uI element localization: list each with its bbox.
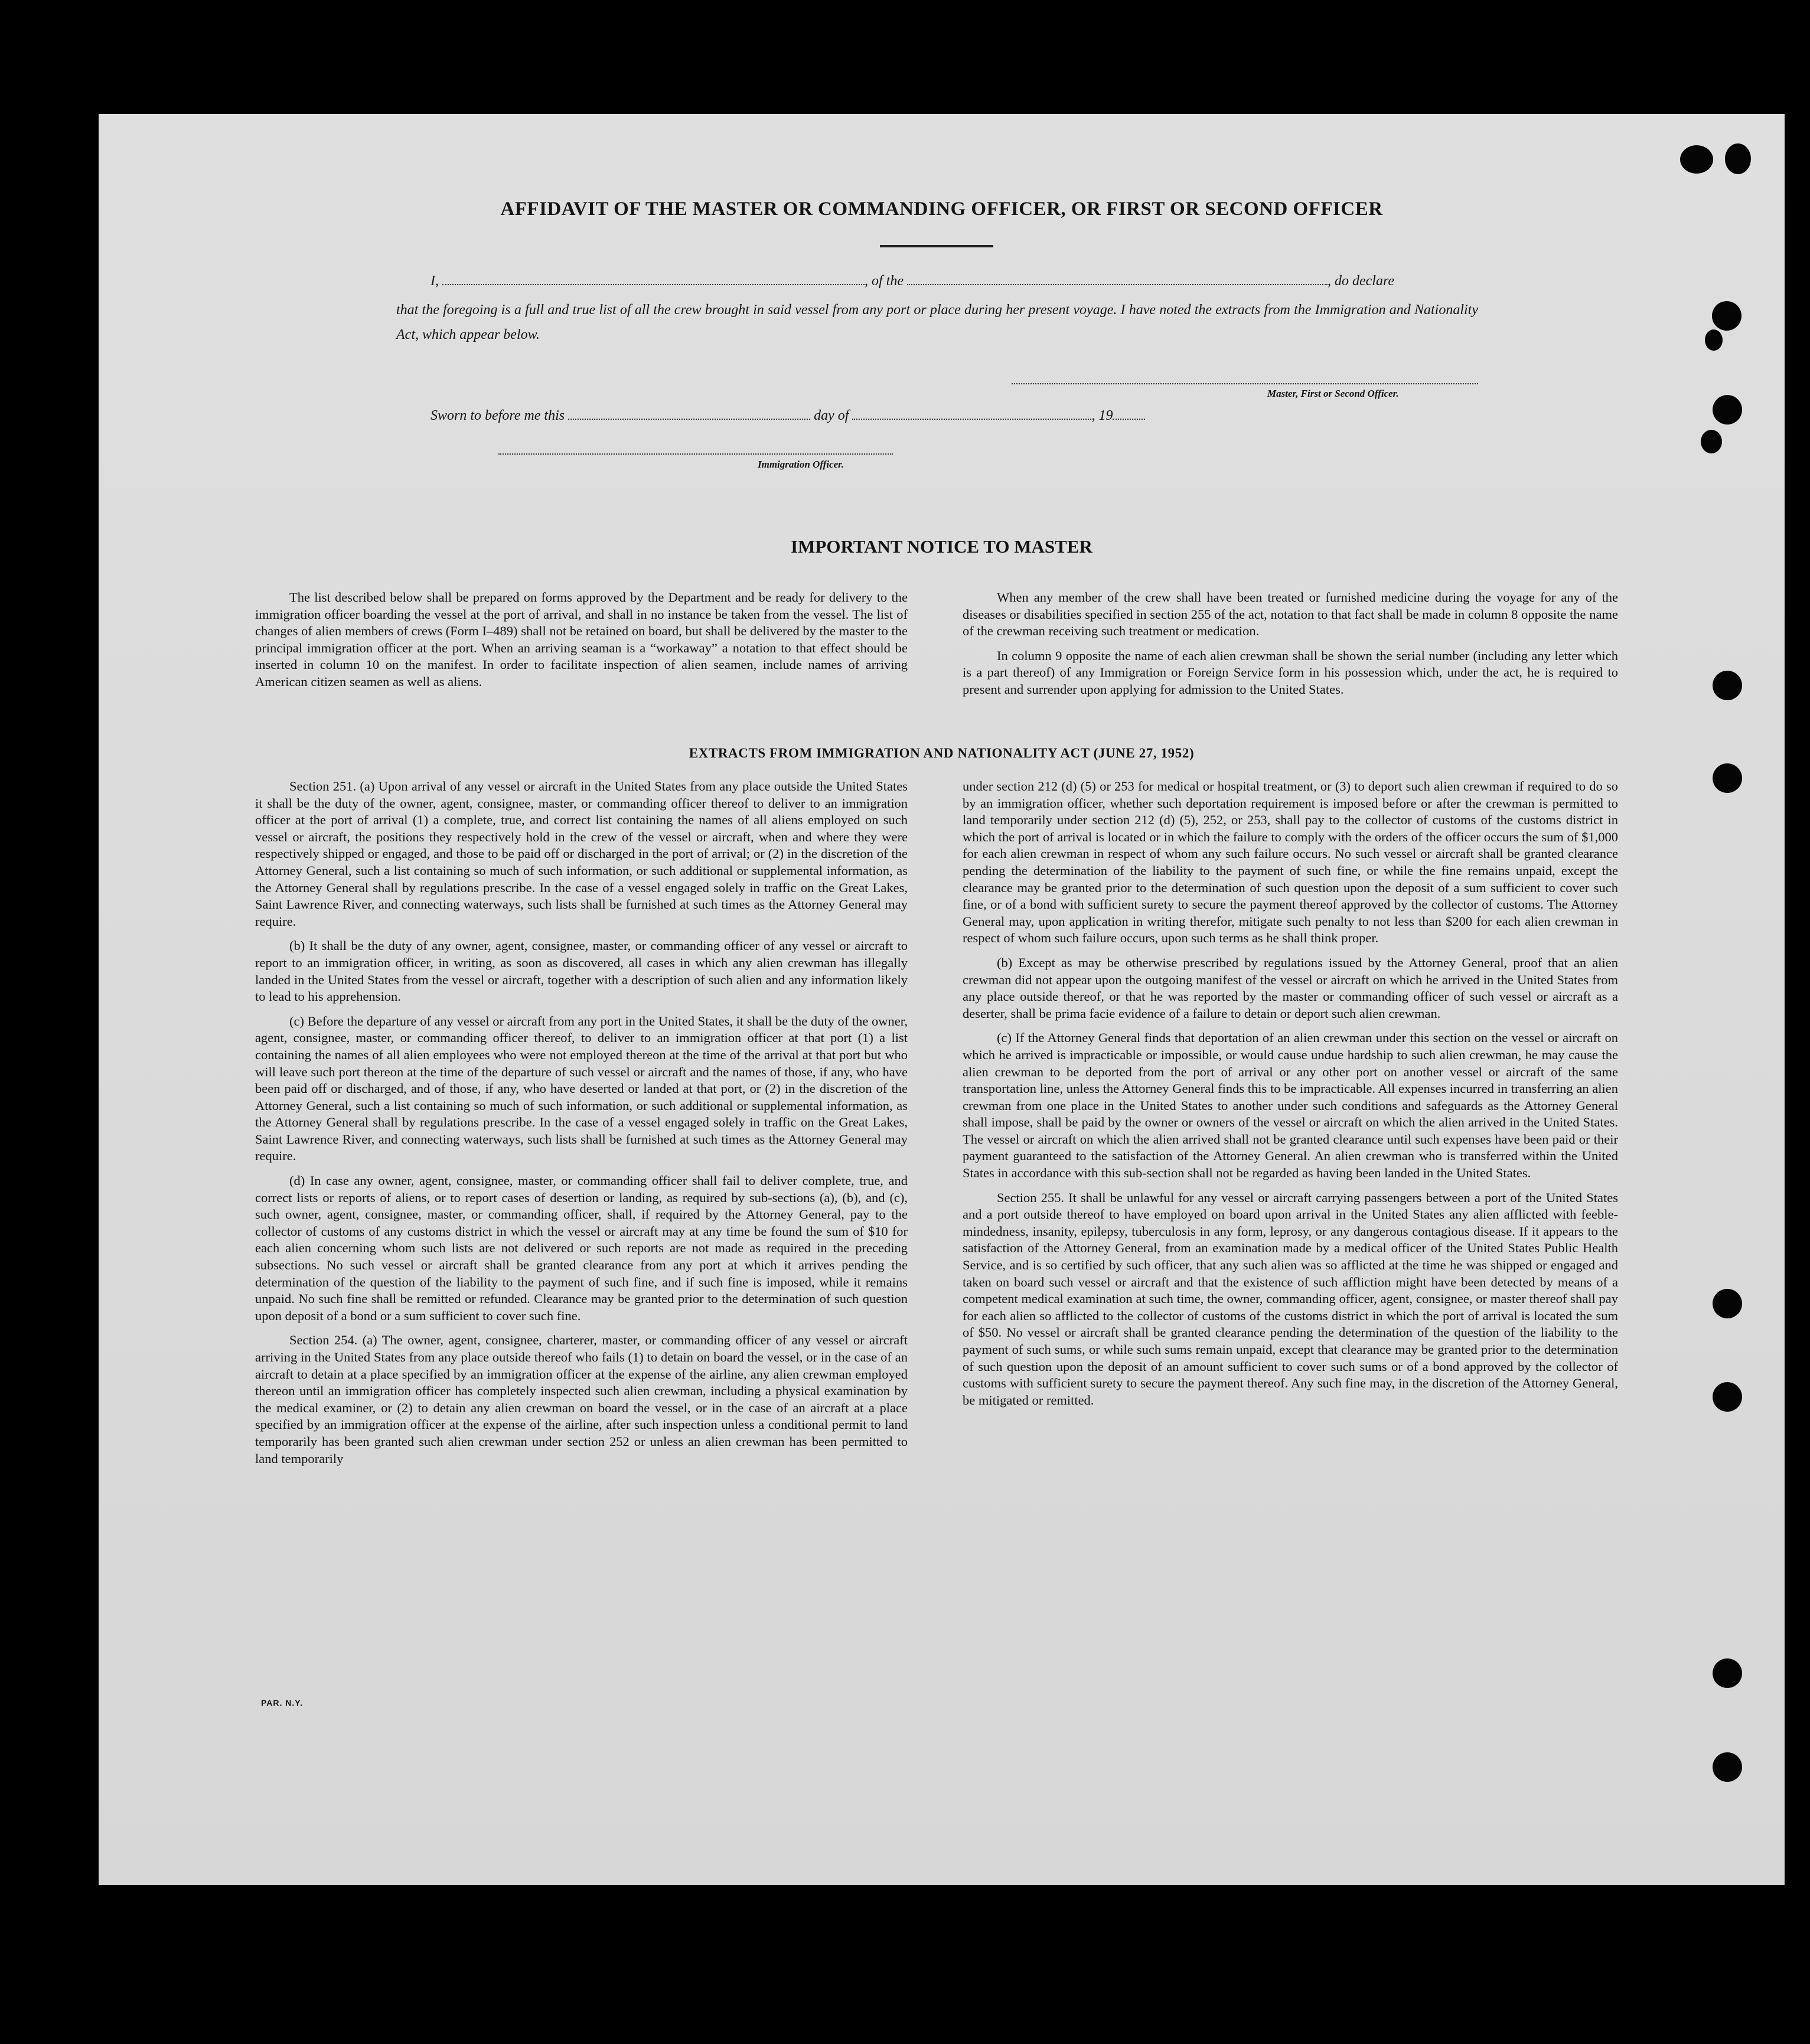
sworn-day-field[interactable] (568, 408, 810, 420)
extracts-right-column (963, 778, 1618, 1409)
title-underline (880, 245, 993, 247)
document-page (99, 114, 1785, 1885)
master-signature-field[interactable] (1012, 383, 1478, 384)
i-label: I, (431, 273, 439, 289)
sworn-label: Sworn to before me this (431, 408, 565, 423)
section-254-a-continued: under section 212 (d) (5) or 253 for medical or hospital treatment, or (3) to deport such alien crewman if required to do so by an immigration officer, whether such deportation requirement is imposed before or after the crewman is permitted to land temporarily under section 212 (d) (5), 252, or 253, shall pay to the collector of customs of the customs district in which the port of arrival is located or in which the failure to comply with the orders of the officer occurs the sum of $1,000 for each alien crewman in respect of whom any such failure occurs. No such vessel or aircraft shall be granted clearance pending the determination of the liability to the payment of such fine, or while the fine remains unpaid, except the clearance may be granted prior to the determination of such question upon the deposit of a sum sufficient to cover such fine, or of a bond with sufficient surety to secure the payment thereof approved by the collector of customs. The Attorney General may, upon application in writing therefor, mitigate such penalty to not less than $200 for each alien crewman in respect of whom such failure occurs, upon such terms as he shall think proper. (963, 779, 1618, 946)
section-251-b: (b) It shall be the duty of any owner, agent, consignee, master, or commanding officer of any vessel or aircraft to report to an immigration officer, in writing, as soon as discovered, all cases in which any alien crewman has illegally landed in the United States from the vessel or aircraft, together with a description of such alien and any information likely to lead to his apprehension. (255, 938, 908, 1004)
punch-hole (1705, 329, 1723, 351)
day-of-label: day of (814, 408, 849, 423)
punch-hole (1680, 145, 1713, 174)
section-251-d: (d) In case any owner, agent, consignee, master, or commanding officer shall fail to deliver complete, true, and correct lists or reports of aliens, or to report cases of desertion or landing, as required by sub-sections (a), (b), and (c), such owner, agent, consignee, master, or commanding officer, shall, if required by the Attorney General, pay to the collector of customs of any customs district in which the vessel or aircraft may at any time be found the sum of $10 for each alien concerning whom such lists are not delivered or such reports are not made as required in the preceding subsections. No such vessel or aircraft shall be granted clearance from any port at which it arrives pending the determination of the question of the liability to the payment of such fine, and if such fine is imposed, while it remains unpaid. No such fine shall be remitted or refunded. Clearance may be granted prior to the determination of such question upon deposit of a bond or a sum sufficient to cover such fine. (255, 1173, 908, 1323)
punch-hole (1713, 1382, 1742, 1412)
do-declare-label: , do declare (1328, 273, 1395, 289)
notice-right-column (963, 589, 1618, 698)
punch-hole (1713, 763, 1742, 793)
affidavit-title: AFFIDAVIT OF THE MASTER OR COMMANDING OFFICER, OR FIRST OR SECOND OFFICER (500, 198, 1383, 220)
master-signature-caption: Master, First or Second Officer. (1267, 388, 1399, 399)
notice-paragraph: When any member of the crew shall have been treated or furnished medicine during the voyage for any of the diseases or disabilities specified in section 255 of the act, notation to that fact shall be made in column 8 opposite the name of the crewman receiving such treatment or medication. (963, 590, 1618, 639)
notice-paragraph: In column 9 opposite the name of each alien crewman shall be shown the serial number (including any letter which is a part thereof) of any Immigration or Foreign Service form in his possession which, under the act, he is required to present and surrender upon applying for admission to the United States. (963, 648, 1618, 697)
officer-signature-field[interactable] (498, 453, 893, 455)
punch-hole (1713, 1658, 1742, 1688)
section-251-c: (c) Before the departure of any vessel or aircraft from any port in the United States, it shall be the duty of the owner, agent, consignee, master, or commanding officer thereof, to deliver to an immigration officer at that port (1) a list containing the names of all alien employees who were not employed thereon at the time of the arrival at that port but who will leave such port thereon at the time of the departure of such vessel or aircraft and the names of those, if any, who have been paid off or discharged, and of those, if any, who have deserted or landed at that port, or (2) in the discretion of the Attorney General, such a list containing so much of such information, or such additional or supplemental information, as the Attorney General shall by regulations prescribe. In the case of a vessel engaged solely in traffic on the Great Lakes, Saint Lawrence River, and connecting waterways, such lists shall be furnished at such times as the Attorney General may require. (255, 1013, 908, 1164)
sworn-year-field[interactable] (1113, 408, 1145, 420)
punch-hole (1713, 395, 1742, 425)
section-255: Section 255. It shall be unlawful for any vessel or aircraft carrying passengers between a port of the United States and a port outside thereof to have employed on board upon arrival in the United States any alien afflicted with feeble-mindedness, insanity, epilepsy, tuberculosis in any form, leprosy, or any dangerous contagious disease. If it appears to the satisfaction of the Attorney General, from an examination made by a medical officer of the United States Public Health Service, and is so certified by such officer, that any such alien was so afflicted at the time he was shipped or engaged and taken on board such vessel or aircraft and that the existence of such affliction might have been detected by means of a competent medical examination at such time, the owner, commanding officer, agent, consignee, or master thereof shall pay for each alien so afflicted to the collector of customs of the customs district in which the port of arrival is located the sum of $50. No vessel or aircraft shall be granted clearance pending the determination of the question of the liability to the payment of such sums, or while such sums remain unpaid, except that clearance may be granted prior to the determination of such question upon the deposit of an amount sufficient to cover such sums or of a bond approved by the collector of customs with sufficient surety to secure the payment thereof. Any such fine may, in the discretion of the Attorney General, be mitigated or remitted. (963, 1190, 1618, 1408)
vessel-name-field[interactable] (907, 273, 1328, 285)
extracts-title: EXTRACTS FROM IMMIGRATION AND NATIONALITY ACT (JUNE 27, 1952) (689, 746, 1195, 760)
notice-title: IMPORTANT NOTICE TO MASTER (791, 536, 1092, 557)
punch-hole (1713, 671, 1742, 700)
notice-left-column (255, 589, 908, 691)
section-254-b: (b) Except as may be otherwise prescribed by regulations issued by the Attorney General, proof that an alien crewman did not appear upon the outgoing manifest of the vessel or aircraft on which he arrived in the United States from any place outside thereof, or that he was reported by the master or commanding officer of such vessel or aircraft as a deserter, shall be prima facie evidence of a failure to detain or deport such alien crewman. (963, 955, 1618, 1021)
section-251-a: Section 251. (a) Upon arrival of any vessel or aircraft in the United States from any place outside the United States it shall be the duty of the owner, agent, consignee, master, or commanding officer thereof to deliver to an immigration officer at the port of arrival (1) a complete, true, and correct list containing the names of all aliens employed on such vessel or aircraft, the positions they respectively hold in the crew of the vessel or aircraft, when and where they were respectively shipped or engaged, and those to be paid off or discharged in the port of arrival; or (2) in the discretion of the Attorney General, such a list containing so much of such information, or such additional or supplemental information, as the Attorney General shall by regulations prescribe. In the case of a vessel engaged solely in traffic on the Great Lakes, Saint Lawrence River, and connecting waterways, such lists shall be furnished at such times as the Attorney General may require. (255, 779, 908, 929)
declarant-name-field[interactable] (442, 273, 865, 285)
section-254-a: Section 254. (a) The owner, agent, consignee, charterer, master, or commanding officer of any vessel or aircraft arriving in the United States from any place outside thereof who fails (1) to detain on board the vessel, or in the case of an aircraft to detain at a place specified by an immigration officer at the expense of the airline, any alien crewman employed thereon until an immigration officer has completely inspected such alien crewman, including a physical examination by the medical examiner, or (2) to detain any alien crewman on board the vessel, or in the case of an aircraft at a place specified by an immigration officer at the expense of the airline, after such inspection unless a conditional permit to land temporarily has been granted such alien crewman under section 252 or unless an alien crewman has been permitted to land temporarily (255, 1333, 908, 1466)
punch-hole (1725, 143, 1751, 174)
officer-signature-caption: Immigration Officer. (758, 459, 844, 470)
punch-hole (1701, 430, 1722, 453)
punch-hole (1713, 1752, 1742, 1782)
year-label: , 19 (1091, 408, 1113, 423)
section-254-c: (c) If the Attorney General finds that deportation of an alien crewman under this section on the vessel or aircraft on which he arrived is impracticable or impossible, or would cause undue hardship to such alien crewman, he may cause the alien crewman to be deported from the port of arrival or any other port on another vessel or aircraft of the same transportation line, unless the Attorney General finds this to be impracticable. All expenses incurred in transferring an alien crewman from one place in the United States to another under such conditions and safeguards as the Attorney General shall impose, shall be paid by the owner or owners of the vessel or aircraft on which the alien arrived in the United States. The vessel or aircraft on which the alien arrived shall not be granted clearance until such expenses have been paid or their payment guaranteed to the satisfaction of the Attorney General. An alien crewman who is transferred within the United States in accordance with this sub-section shall not be regarded as having been landed in the United States. (963, 1030, 1618, 1181)
sworn-month-field[interactable] (852, 408, 1091, 420)
sworn-line (431, 408, 1145, 424)
notice-paragraph: The list described below shall be prepared on forms approved by the Department and be ready for delivery to the immigration officer boarding the vessel at the port of arrival, and shall in no instance be taken from the vessel. The list of changes of alien members of crews (Form I–489) shall not be retained on board, but shall be delivered by the master to the principal immigration officer at the port. When an arriving seaman is a “workaway” a notation to that effect should be inserted in column 10 on the manifest. In order to facilitate inspection of alien seamen, include names of arriving American citizen seamen as well as aliens. (255, 590, 908, 689)
extracts-left-column (255, 778, 908, 1467)
printer-mark: PAR. N.Y. (261, 1698, 303, 1707)
declaration-text: that the foregoing is a full and true list of all the crew brought in said vessel from any port or place during her present voyage. I have noted the extracts from the Immigration and Nationality Act, which appear below. (396, 302, 1478, 342)
declarant-line (431, 273, 1394, 289)
punch-hole (1712, 301, 1741, 331)
punch-hole (1713, 1289, 1742, 1318)
of-the-label: , of the (865, 273, 904, 289)
